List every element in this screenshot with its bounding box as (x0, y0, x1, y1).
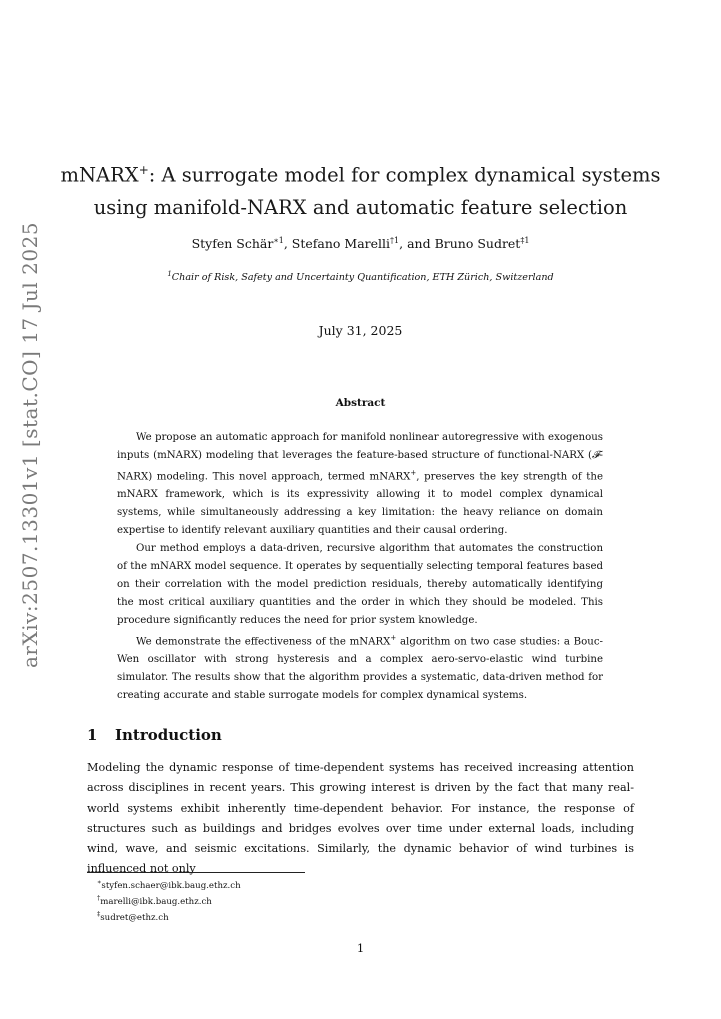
footnote-mark: ‡ (97, 909, 101, 918)
affiliation-text: Chair of Risk, Safety and Uncertainty Quantification, ETH Zürich, Switzerland (171, 272, 554, 284)
title-superscript: + (138, 163, 149, 177)
abstract-paragraph: Our method employs a data-driven, recursive algorithm that automates the construction of the mNARX model sequence. It operates by sequentially selecting temporal features based on their correlation with the model prediction residuals, thereby automatically identifying the most critical auxiliary quantities and the order in which they should be modeled. This procedure significantly reduces the need for prior system knowledge. (117, 543, 603, 626)
title-line-1 (0, 154, 721, 192)
abstract-paragraph (117, 630, 603, 705)
paper-date: July 31, 2025 (318, 323, 403, 338)
section-title: Introduction (115, 726, 222, 744)
abstract-symbol: 𝓕 (592, 449, 600, 461)
abstract-superscript: + (410, 468, 417, 477)
abstract-heading: Abstract (335, 397, 386, 409)
abstract-superscript: + (390, 633, 397, 642)
abstract-text: We demonstrate the effectiveness of the mNARX (136, 636, 391, 648)
intro-paragraph: Modeling the dynamic response of time-dependent systems has received increasing attention across disciplines in recent years. This growing interest is driven by the fact that many real-world systems exhibit inherently time-dependent behavior. For instance, the response of structures such as buildings and bridges evolves over time under external loads, including wind, wave, and seismic excitations. Similarly, the dynamic behavior of wind turbines is influenced not only (87, 761, 634, 876)
footnote (97, 876, 241, 892)
author-mark: ∗1 (273, 236, 284, 245)
author-mark: ‡1 (520, 236, 530, 245)
abstract-text: , preserves the key strength of the mNARX framework, which is its expressivity allowing it to model complex dynamical systems, while simultaneously addressing a key limitation: the heavy reliance on domain expertise to identify relevant auxiliary quantities and their causal ordering. (117, 471, 603, 537)
author-name: Bruno Sudret (434, 236, 521, 252)
author-name: Styfen Schär (191, 236, 274, 252)
title-part: mNARX (60, 163, 139, 187)
arxiv-stamp: arXiv:2507.13301v1 [stat.CO] 17 Jul 2025 (18, 221, 42, 668)
footnote-text: styfen.schaer@ibk.baug.ethz.ch (101, 880, 241, 891)
paper-title (0, 154, 721, 224)
footnote-mark: † (97, 893, 101, 902)
abstract-paragraph (117, 429, 603, 540)
affiliation (0, 270, 721, 283)
page-number: 1 (356, 941, 365, 955)
footnote-mark: ∗ (97, 878, 102, 886)
intro-body (87, 739, 634, 880)
section-number: 1 (87, 726, 98, 744)
author-list: Styfen Schär$^{∗1}$, Stefano Marelli$^{\dagger 1}$, and Bruno Sudret$^{\ddagger 1}$ (191, 236, 530, 252)
author-separator: , and (399, 236, 435, 252)
footnote (97, 892, 241, 908)
footnote-text: marelli@ibk.baug.ethz.ch (100, 896, 212, 907)
footnotes (97, 876, 241, 924)
affiliation-mark: 1 (167, 270, 172, 278)
abstract-text: We propose an automatic approach for manifold nonlinear autoregressive with exogenous inputs (mNARX) modeling that leverages the feature-based structure of functional-NARX ( (117, 432, 603, 461)
author-name: Stefano Marelli (291, 236, 391, 252)
abstract-text: -NARX) modeling. This novel approach, termed mNARX (117, 449, 603, 483)
title-line-2: using manifold-NARX and automatic feature selection (93, 195, 628, 219)
footnote (97, 908, 241, 924)
footnote-rule (87, 872, 305, 873)
abstract-body (117, 429, 603, 705)
footnote-text: sudret@ethz.ch (100, 912, 169, 923)
abstract-text: algorithm on two case studies: a Bouc-Wen oscillator with strong hysteresis and a complex aero-servo-elastic wind turbine simulator. The results show that the algorithm provides a systematic, data-driven method for creating accurate and stable surrogate models for complex dynamical systems. (117, 636, 603, 702)
title-part: : A surrogate model for complex dynamical systems (148, 163, 661, 187)
author-mark: †1 (390, 236, 400, 245)
